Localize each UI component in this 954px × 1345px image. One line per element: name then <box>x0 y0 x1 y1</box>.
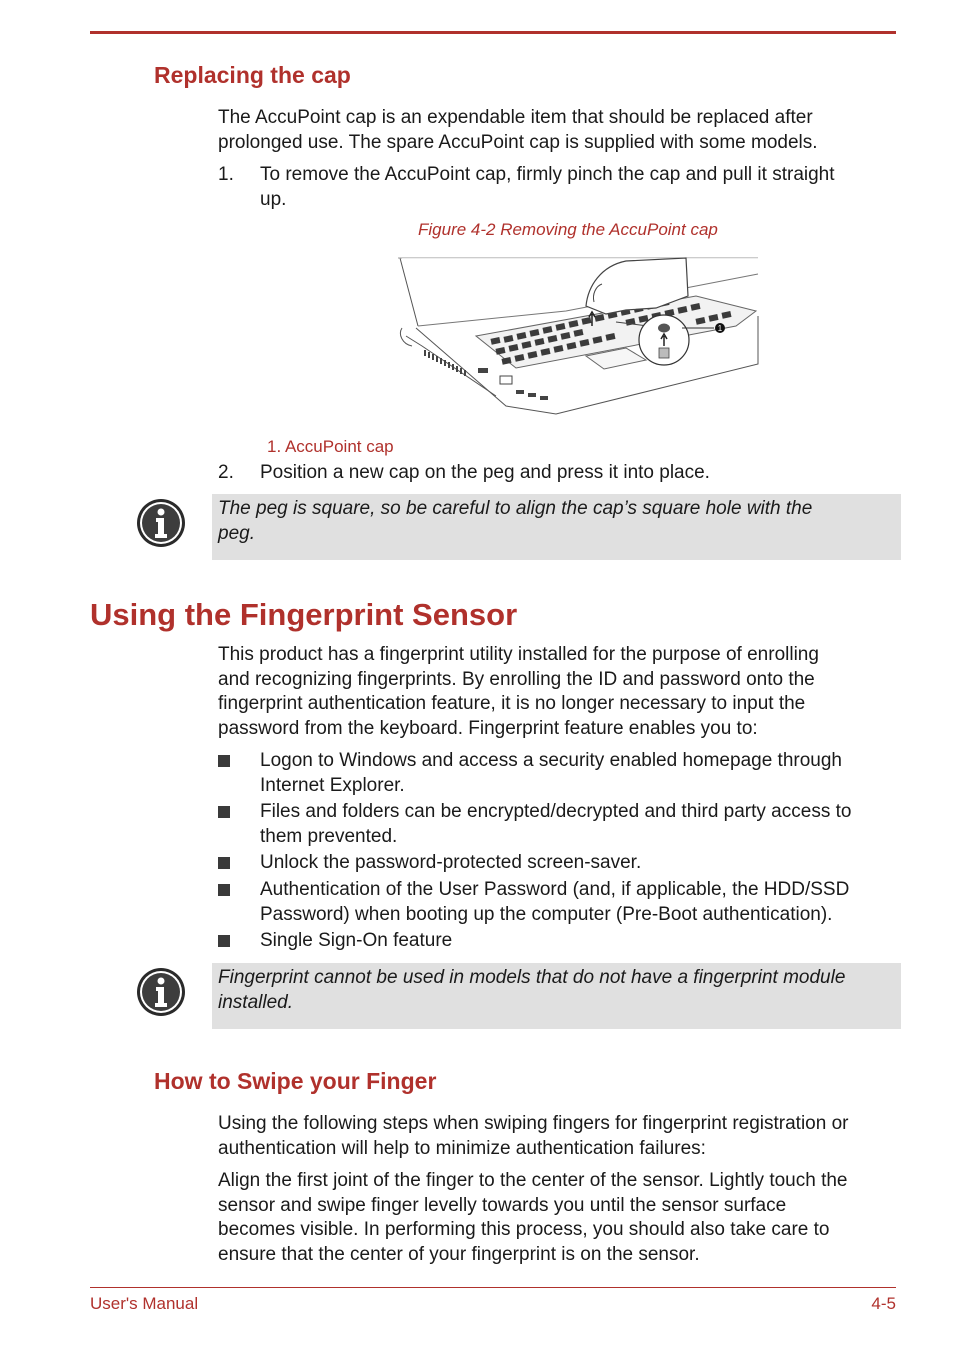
list-item: Authentication of the User Password (and, if applicable, the HDD/SSD Password) when booting up the computer (Pre-Boot authentication). <box>260 879 850 925</box>
info-icon <box>135 497 187 549</box>
swipe-paragraph-2: Align the first joint of the finger to the center of the sensor. Lightly touch the sensor and swipe finger levelly towards you until the sensor surface becomes visible. In performing this process, you should also take care to ensure that the center of your fingerprint is on the sensor. <box>218 1170 848 1265</box>
bullet-square <box>218 857 230 869</box>
step-1-text: To remove the AccuPoint cap, firmly pinch the cap and pull it straight up. <box>260 164 835 210</box>
footer-rule <box>90 1287 896 1288</box>
section-heading-replacing-cap: Replacing the cap <box>154 62 351 88</box>
figure-caption: Figure 4-2 Removing the AccuPoint cap <box>418 220 718 239</box>
figure-legend: 1. AccuPoint cap <box>267 437 394 456</box>
svg-text:1: 1 <box>717 324 723 333</box>
note-text-peg: The peg is square, so be careful to align the cap’s square hole with the peg. <box>218 498 813 544</box>
step-2-text: Position a new cap on the peg and press it into place. <box>260 462 710 483</box>
bullet-square <box>218 935 230 947</box>
section-heading-swipe-finger: How to Swipe your Finger <box>154 1068 437 1094</box>
swipe-paragraph-1: Using the following steps when swiping fingers for fingerprint registration or authentication will help to minimize authentication failures: <box>218 1113 849 1159</box>
list-item: Single Sign-On feature <box>260 930 453 951</box>
header-rule <box>90 31 896 34</box>
step-1-number: 1. <box>218 164 234 185</box>
section-heading-fingerprint-sensor: Using the Fingerprint Sensor <box>90 597 518 632</box>
footer-manual-title: User's Manual <box>90 1294 199 1313</box>
footer-page-number: 4-5 <box>871 1294 896 1313</box>
info-icon <box>135 966 187 1018</box>
laptop-accupoint-illustration <box>396 256 760 420</box>
bullet-square <box>218 755 230 767</box>
intro-paragraph: The AccuPoint cap is an expendable item that should be replaced after prolonged use. The spare AccuPoint cap is supplied with some models. <box>218 107 818 153</box>
list-item: Files and folders can be encrypted/decrypted and third party access to them prevented. <box>260 801 852 847</box>
list-item: Logon to Windows and access a security enabled homepage through Internet Explorer. <box>260 750 842 796</box>
bullet-square <box>218 884 230 896</box>
step-2-number: 2. <box>218 462 234 483</box>
note-text-fingerprint-module: Fingerprint cannot be used in models that do not have a fingerprint module installed. <box>218 967 846 1013</box>
bullet-square <box>218 806 230 818</box>
fingerprint-intro-paragraph: This product has a fingerprint utility installed for the purpose of enrolling and recognizing fingerprints. By enrolling the ID and password onto the fingerprint authentication feature, it is no longer necessary to input the password from the keyboard. Fingerprint feature enables you to: <box>218 644 819 739</box>
list-item: Unlock the password-protected screen-saver. <box>260 852 642 873</box>
